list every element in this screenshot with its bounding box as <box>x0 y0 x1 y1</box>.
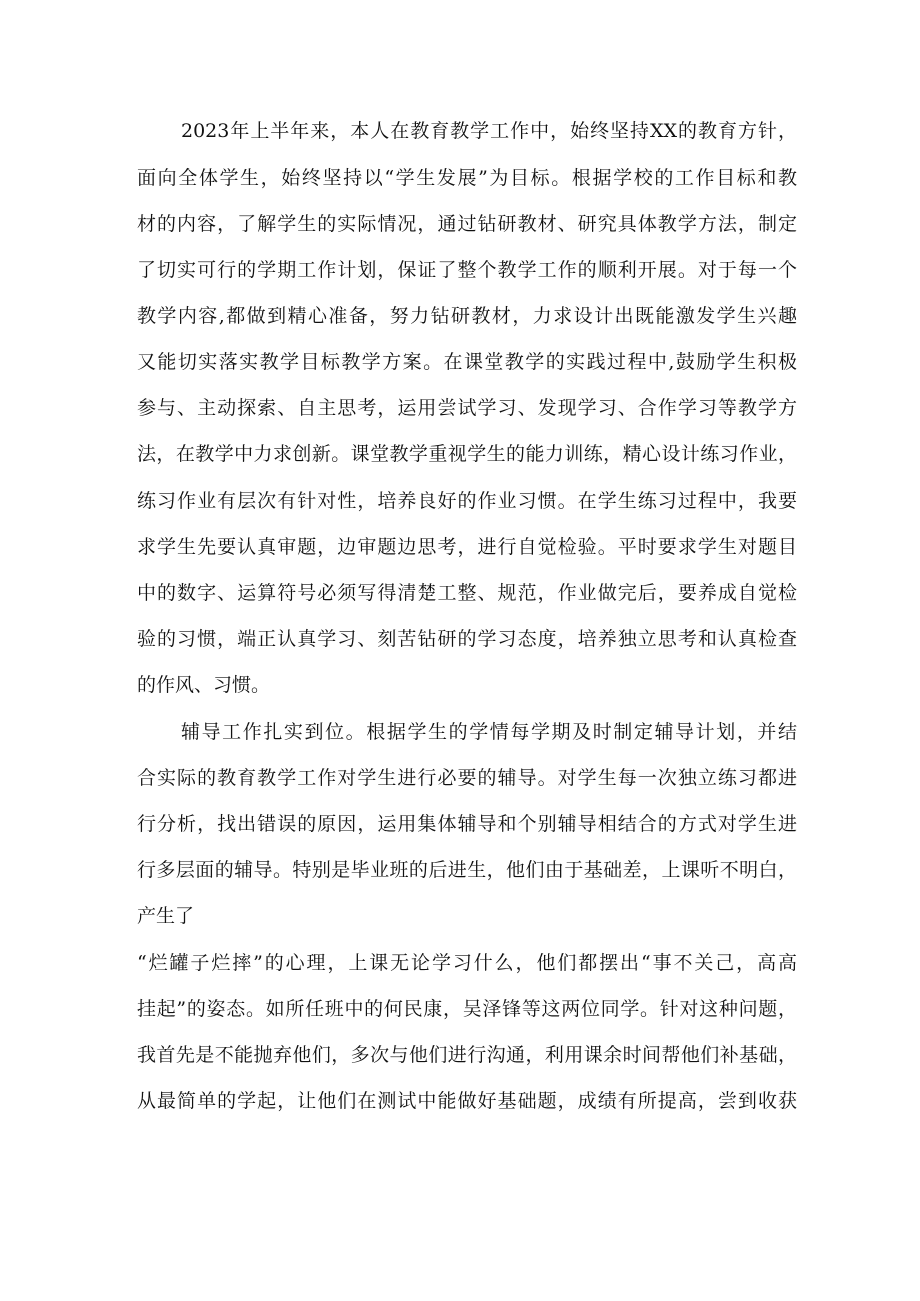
paragraph-2-line-4: 行多层面的辅导。特别是毕业班的后进生，他们由于基础差，上课听不明白， <box>137 859 797 881</box>
paragraph-1-line-13: 的作风、习惯。 <box>137 674 271 696</box>
paragraph-1-line-1: 2023年上半年来，本人在教育教学工作中，始终坚持XX的教育方针， <box>181 120 797 142</box>
paragraph-1-line-3: 材的内容，了解学生的实际情况，通过钻研教材、研究具体教学方法，制定 <box>137 213 797 235</box>
paragraph-1-line-9: 练习作业有层次有针对性，培养良好的作业习惯。在学生练习过程中，我要 <box>137 490 797 512</box>
paragraph-1-line-2: 面向全体学生，始终坚持以“学生发展”为目标。根据学校的工作目标和教 <box>137 167 797 189</box>
paragraph-1-line-6: 又能切实落实教学目标教学方案。在课堂教学的实践过程中,鼓励学生积极 <box>137 351 797 373</box>
paragraph-1-line-8: 法，在教学中力求创新。课堂教学重视学生的能力训练，精心设计练习作业， <box>137 443 797 465</box>
paragraph-1-line-11: 中的数字、运算符号必须写得清楚工整、规范，作业做完后，要养成自觉检 <box>137 582 797 604</box>
paragraph-2-line-1: 辅导工作扎实到位。根据学生的学情每学期及时制定辅导计划，并结 <box>181 721 797 743</box>
paragraph-2-line-3: 行分析，找出错误的原因，运用集体辅导和个别辅导相结合的方式对学生进 <box>137 813 797 835</box>
paragraph-1-line-10: 求学生先要认真审题，边审题边思考，进行自觉检验。平时要求学生对题目 <box>137 536 797 558</box>
paragraph-1-line-12: 验的习惯，端正认真学习、刻苦钻研的学习态度，培养独立思考和认真检查 <box>137 628 797 650</box>
paragraph-3-line-3: 我首先是不能抛弃他们，多次与他们进行沟通，利用课余时间帮他们补基础， <box>137 1044 797 1066</box>
paragraph-1-line-5: 教学内容,都做到精心准备，努力钻研教材，力求设计出既能激发学生兴趣 <box>137 305 797 327</box>
paragraph-1-line-7: 参与、主动探索、自主思考，运用尝试学习、发现学习、合作学习等教学方 <box>137 397 797 419</box>
paragraph-3-line-2: 挂起”的姿态。如所任班中的何民康，吴泽锋等这两位同学。针对这种问题， <box>137 998 797 1020</box>
paragraph-3-line-1: “烂罐子烂摔”的心理，上课无论学习什么，他们都摆出“事不关己，高高 <box>137 952 797 974</box>
paragraph-2-line-2: 合实际的教育教学工作对学生进行必要的辅导。对学生每一次独立练习都进 <box>137 767 797 789</box>
paragraph-2-line-5: 产生了 <box>137 905 195 927</box>
paragraph-3-line-4: 从最简单的学起，让他们在测试中能做好基础题，成绩有所提高，尝到收获 <box>137 1090 797 1112</box>
paragraph-1-line-4: 了切实可行的学期工作计划，保证了整个教学工作的顺利开展。对于每一个 <box>137 259 797 281</box>
